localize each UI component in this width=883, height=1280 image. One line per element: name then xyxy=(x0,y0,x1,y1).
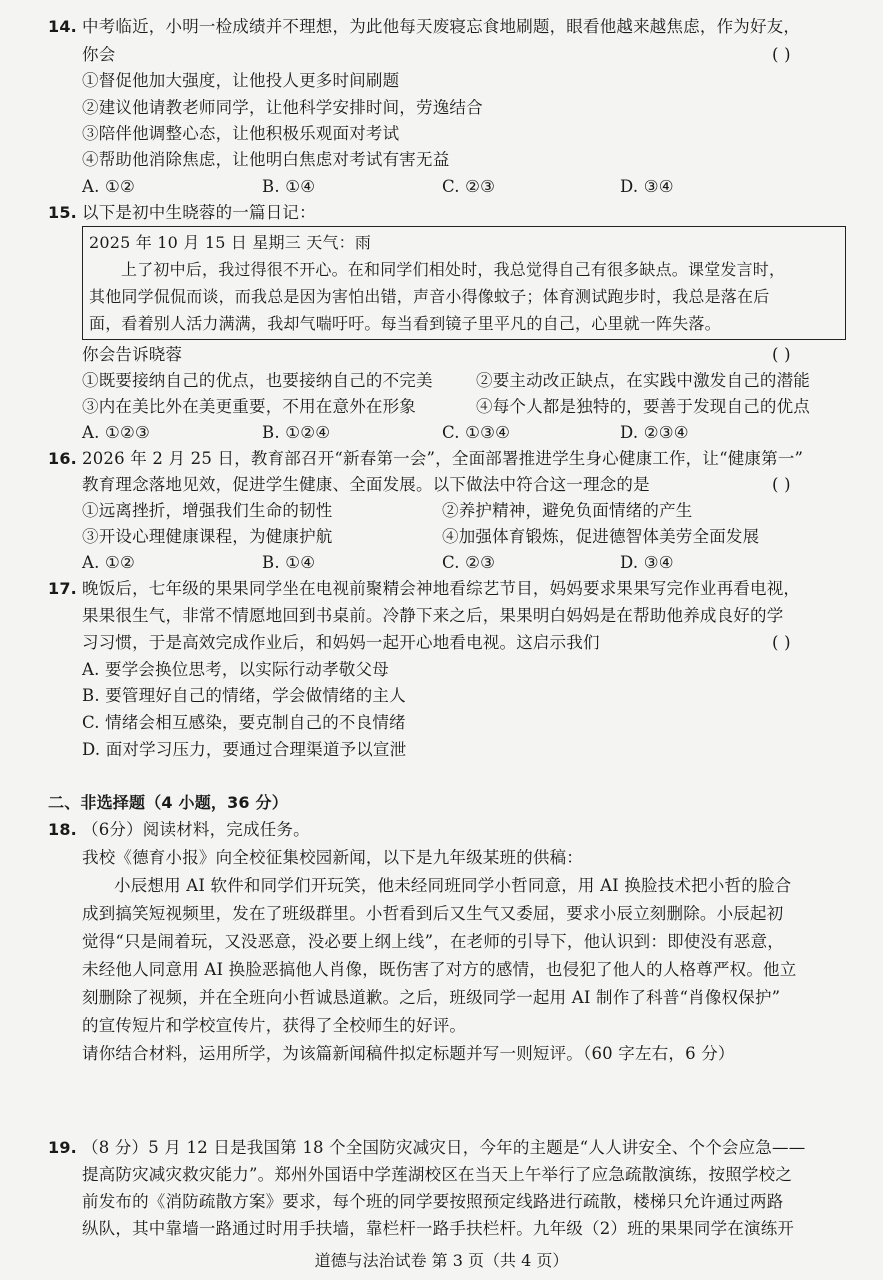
q16-option-d: D. ③④ xyxy=(620,553,674,572)
q15-items-row2 xyxy=(0,394,883,420)
q18-task: 请你结合材料，运用所学，为该篇新闻稿件拟定标题并写一则短评。（60 字左右，6 分） xyxy=(82,1044,735,1063)
q14-option-c: C. ②③ xyxy=(442,177,496,196)
diary-line: 面，看着别人活力满满，我却气喘吁吁。每当看到镜子里平凡的自己，心里就一阵失落。 xyxy=(89,314,721,333)
q16-items-row1 xyxy=(0,498,883,524)
q16-line1 xyxy=(0,446,883,472)
q19-line1 xyxy=(0,1135,883,1161)
q15-answer-paren: ( ) xyxy=(772,345,791,364)
q17-option-c: C. 情绪会相互感染，要克制自己的不良情绪 xyxy=(82,713,406,732)
diary-date: 2025 年 10 月 15 日 星期三 天气：雨 xyxy=(89,233,372,252)
q16-stem: 2026 年 2 月 25 日，教育部召开“新春第一会”，全面部署推进学生身心健康工作，让“健康第一” xyxy=(82,449,804,468)
section-heading-row xyxy=(0,790,883,816)
q18-row xyxy=(0,1013,883,1039)
q18-row xyxy=(0,957,883,983)
q19-stem-cont: 提高防灾减灾救灾能力”。郑州外国语中学莲湖校区在当天上午举行了应急疏散演练，按照学校之 xyxy=(82,1165,793,1184)
diary-row xyxy=(83,311,845,337)
q18-material-line: 刻删除了视频，并在全班向小哲诚恳道歉。之后，班级同学一起用 AI 制作了科普“肖像权保护” xyxy=(82,988,781,1007)
q16-options xyxy=(0,550,883,576)
q17-stem-cont: 习习惯，于是高效完成作业后，和妈妈一起开心地看电视。这启示我们 xyxy=(82,633,600,652)
q17-line1 xyxy=(0,576,883,602)
q17-stem-cont: 果果很生气，非常不情愿地回到书桌前。冷静下来之后，果果明白妈妈是在帮助他养成良好的学 xyxy=(82,606,784,625)
section-heading: 二、非选择题（4 小题，36 分） xyxy=(48,793,288,812)
q15-option-c: C. ①③④ xyxy=(442,423,511,442)
q17-line2 xyxy=(0,603,883,629)
q15-line1 xyxy=(0,200,883,226)
q18-material-line: 小辰想用 AI 软件和同学们开玩笑，他未经同班同学小哲同意，用 AI 换脸技术把小哲的脸合 xyxy=(114,876,792,895)
q15-item: ①既要接纳自己的优点，也要接纳自己的不完美 xyxy=(82,371,433,390)
q16-stem-cont: 教育理念落地见效，促进学生健康、全面发展。以下做法中符合这一理念的是 xyxy=(82,475,650,494)
q19-stem-cont: 前发布的《消防疏散方案》要求，每个班的同学要按照预定线路进行疏散，楼梯只允许通过两路 xyxy=(82,1192,784,1211)
diary-row xyxy=(83,257,845,283)
q14-option-d: D. ③④ xyxy=(620,177,674,196)
diary-line: 其他同学侃侃而谈，而我总是因为害怕出错，声音小得像蚊子；体育测试跑步时，我总是落在后 xyxy=(89,287,770,306)
q15-diary-box xyxy=(82,226,846,340)
q16-item: ③开设心理健康课程，为健康护航 xyxy=(82,527,333,546)
q18-row xyxy=(0,1041,883,1067)
q17-number: 17. xyxy=(48,579,77,598)
q15-item: ②要主动改正缺点，在实践中激发自己的潜能 xyxy=(476,371,810,390)
q14-item-row xyxy=(0,68,883,94)
q14-option-b: B. ①④ xyxy=(262,177,316,196)
q15-number: 15. xyxy=(48,203,77,222)
q16-option-c: C. ②③ xyxy=(442,553,496,572)
q16-items-row2 xyxy=(0,524,883,550)
q18-material-line: 的宣传短片和学校宣传片，获得了全校师生的好评。 xyxy=(82,1016,467,1035)
q16-answer-paren: ( ) xyxy=(772,475,791,494)
q17-line3 xyxy=(0,630,883,656)
q17-option-row xyxy=(0,683,883,709)
q14-answer-paren: ( ) xyxy=(772,45,791,64)
q14-item-row xyxy=(0,147,883,173)
q17-stem: 晚饭后，七年级的果果同学坐在电视前聚精会神地看综艺节目，妈妈要求果果写完作业再看电视， xyxy=(82,579,801,598)
q18-stem: （6分）阅读材料，完成任务。 xyxy=(82,820,310,839)
q14-item: ④帮助他消除焦虑，让他明白焦虑对考试有害无益 xyxy=(82,150,450,169)
q19-number: 19. xyxy=(48,1138,77,1157)
q16-item: ②养护精神，避免负面情绪的产生 xyxy=(442,501,693,520)
q15-ask: 你会告诉晓蓉 xyxy=(82,345,183,364)
q15-item: ③内在美比外在美更重要，不用在意外在形象 xyxy=(82,397,416,416)
q18-material-line: 成到搞笑短视频里，发在了班级群里。小哲看到后又生气又委屈，要求小辰立刻删除。小辰起初 xyxy=(82,904,784,923)
q17-option-row xyxy=(0,710,883,736)
diary-row xyxy=(83,230,845,256)
q14-item: ②建议他请教老师同学，让他科学安排时间，劳逸结合 xyxy=(82,98,483,117)
q17-option-row xyxy=(0,657,883,683)
q15-ask-row xyxy=(0,342,883,368)
q15-options xyxy=(0,420,883,446)
q15-item: ④每个人都是独特的，要善于发现自己的优点 xyxy=(476,397,810,416)
q14-options xyxy=(0,174,883,200)
q18-row xyxy=(0,873,883,899)
q19-stem: （8 分）5 月 12 日是我国第 18 个全国防灾减灾日，今年的主题是“人人讲安全、个个会应急—— xyxy=(82,1138,806,1157)
q18-row xyxy=(0,985,883,1011)
q16-item: ①远离挫折，增强我们生命的韧性 xyxy=(82,501,333,520)
q17-option-d: D. 面对学习压力，要通过合理渠道予以宣泄 xyxy=(82,740,407,759)
page-footer: 道德与法治试卷 第 3 页（共 4 页） xyxy=(314,1251,569,1270)
q17-answer-paren: ( ) xyxy=(772,633,791,652)
q17-option-row xyxy=(0,737,883,763)
q19-row xyxy=(0,1189,883,1215)
q14-stem: 中考临近，小明一检成绩并不理想，为此他每天废寝忘食地刷题，眼看他越来越焦虑，作为好友， xyxy=(82,17,801,36)
q18-material-line: 觉得“只是闹着玩，又没恶意，没必要上纲上线”，在老师的引导下，他认识到：即使没有恶意， xyxy=(82,932,784,951)
q16-option-b: B. ①④ xyxy=(262,553,316,572)
q14-option-a: A. ①② xyxy=(82,177,135,196)
q16-line2 xyxy=(0,472,883,498)
q17-option-a: A. 要学会换位思考，以实际行动孝敬父母 xyxy=(82,660,389,679)
q14-line1 xyxy=(0,14,883,40)
q17-option-b: B. 要管理好自己的情绪，学会做情绪的主人 xyxy=(82,686,406,705)
q14-number: 14. xyxy=(48,17,77,36)
q18-row xyxy=(0,901,883,927)
q14-line2 xyxy=(0,42,883,68)
q14-item: ①督促他加大强度，让他投人更多时间刷题 xyxy=(82,71,400,90)
diary-line: 上了初中后，我过得很不开心。在和同学们相处时，我总觉得自己有很多缺点。课堂发言时， xyxy=(121,260,786,279)
q18-material-line: 未经他人同意用 AI 换脸恶搞他人肖像，既伤害了对方的感情，也侵犯了他人的人格尊严权。他立 xyxy=(82,960,797,979)
q14-item-row xyxy=(0,121,883,147)
q18-number: 18. xyxy=(48,820,77,839)
q15-option-b: B. ①②④ xyxy=(262,423,331,442)
q14-stem-cont: 你会 xyxy=(82,45,116,64)
q14-item-row xyxy=(0,95,883,121)
q16-item: ④加强体育锻炼，促进德智体美劳全面发展 xyxy=(442,527,760,546)
q16-number: 16. xyxy=(48,449,77,468)
q16-option-a: A. ①② xyxy=(82,553,135,572)
q19-stem-cont: 纵队，其中靠墙一路通过时用手扶墙，靠栏杆一路手扶栏杆。九年级（2）班的果果同学在演练开 xyxy=(82,1219,795,1238)
q18-row xyxy=(0,845,883,871)
q15-stem: 以下是初中生晓蓉的一篇日记： xyxy=(82,203,316,222)
q18-line1 xyxy=(0,817,883,843)
diary-row xyxy=(83,284,845,310)
q15-items-row1 xyxy=(0,368,883,394)
q18-row xyxy=(0,929,883,955)
q15-option-a: A. ①②③ xyxy=(82,423,150,442)
q14-item: ③陪伴他调整心态，让他积极乐观面对考试 xyxy=(82,124,400,143)
q19-row xyxy=(0,1162,883,1188)
q18-material-intro: 我校《德育小报》向全校征集校园新闻，以下是九年级某班的供稿： xyxy=(82,848,583,867)
q19-row xyxy=(0,1216,883,1242)
q15-option-d: D. ②③④ xyxy=(620,423,689,442)
